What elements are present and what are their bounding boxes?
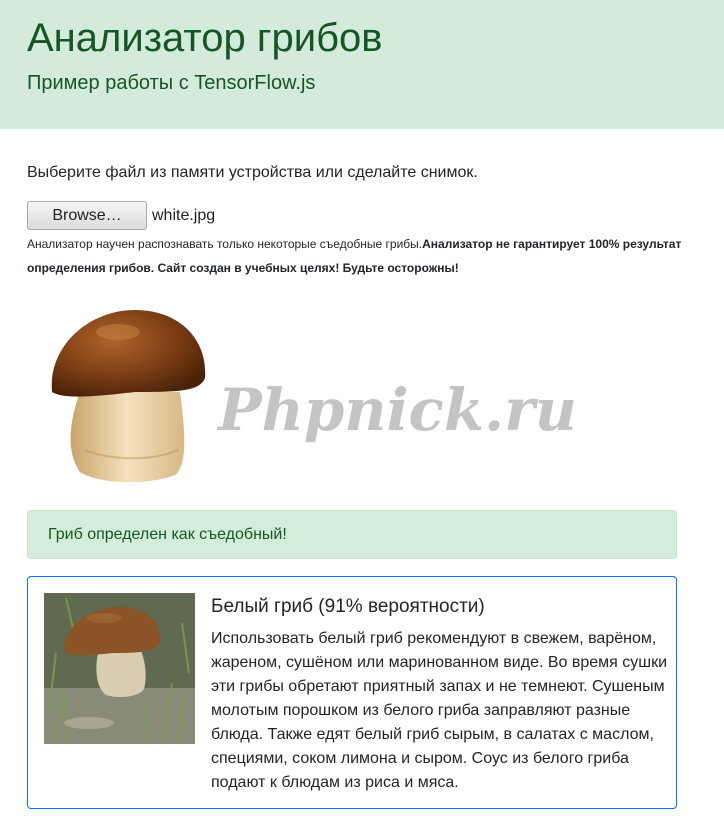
disclaimer-warning: Анализатор не гарантирует 100% результат определения грибов. Сайт создан в учебных целях! Будьте осторожны! [27,237,682,275]
mushroom-image [40,300,577,490]
file-input[interactable] [27,201,215,230]
uploaded-image-preview [40,300,577,490]
disclaimer-text: Анализатор научен распознавать только некоторые съедобные грибы. [27,237,423,251]
page-header [0,0,724,129]
browse-button[interactable]: Browse… [27,201,147,230]
selected-file-name: white.jpg [152,206,216,224]
mushroom-description: Использовать белый гриб рекомендуют в свежем, варёном, жареном, сушёном или маринованном виде. Во время сушки эти грибы обретают приятный запах и не темнеют. Сушеным молотым порошком из белого гриба заправляют разные блюда. Также едят белый гриб сырым, в салатах с маслом, специями, соком лимона и сыром. Соус из белого гриба подают к блюдам из риса и мяса. [211,630,668,791]
page-title: Анализатор грибов [27,16,383,60]
watermark-text: Phpnick.ru [218,376,577,444]
result-alert [27,510,677,559]
upload-instruction: Выберите файл из памяти устройства или сделайте снимок. [27,164,478,181]
mushroom-thumbnail [44,593,195,744]
result-alert-text: Гриб определен как съедобный! [48,525,287,543]
page-subtitle: Пример работы с TensorFlow.js [27,72,316,94]
mushroom-name: Белый гриб (91% вероятности) [211,596,485,617]
mushroom-info-card [27,576,677,809]
disclaimer [27,232,697,280]
